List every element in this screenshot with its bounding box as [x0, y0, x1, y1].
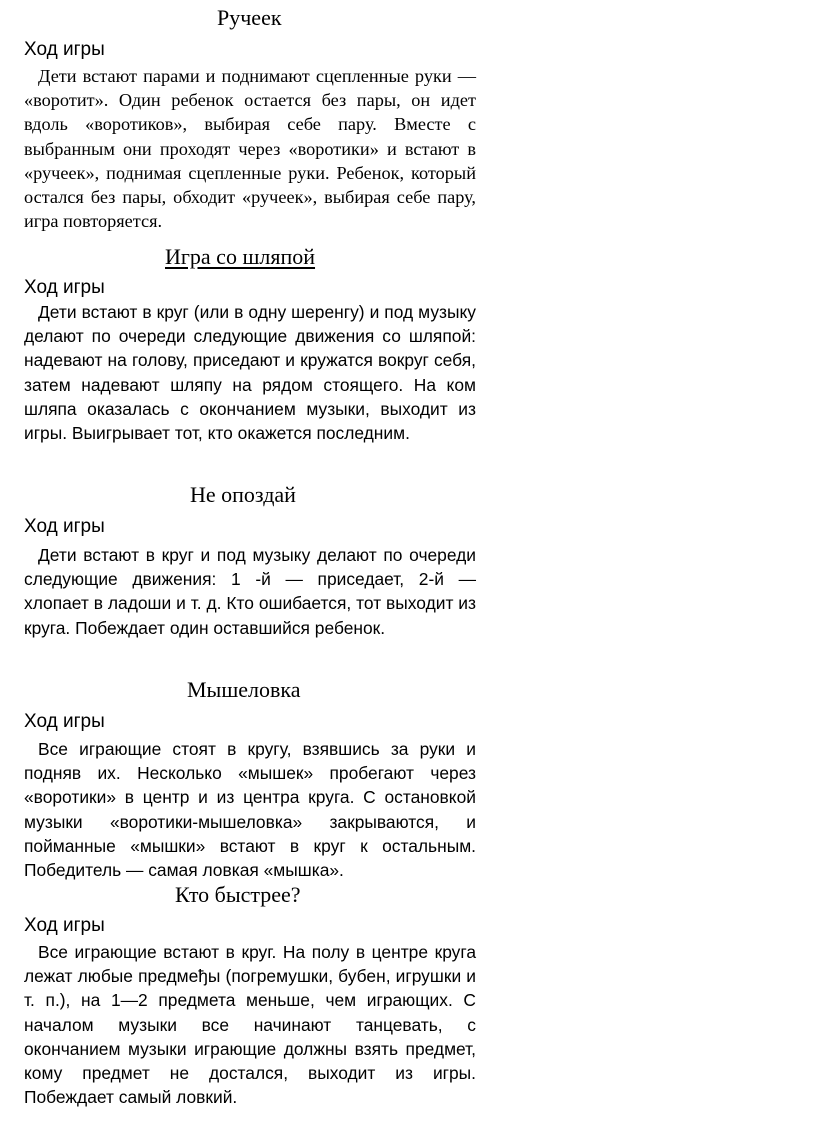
game-title: Игра со шляпой [165, 244, 316, 269]
game-subtitle: Ход игры [24, 516, 105, 537]
game-description: Дети встают парами и поднимают сцепленные руки — «воротит». Один ребенок остается без пары, он идет вдоль «воротиков», выбирая себе пару. Вместе с выбранным они проходят через «воротики» и встают в «ручеек», поднимая сцепленные руки. Ребенок, который остался без пары, обходит «ручеек», выбирая себе пару, игра повторяется. [24, 66, 476, 232]
game-title: Кто быстрее? [175, 882, 301, 907]
game-subtitle: Ход игры [24, 711, 105, 732]
game-subtitle: Ход игры [24, 277, 105, 298]
game-description: Дети встают в круг (или в одну шеренгу) и под музыку делают по очереди следующие движения со шляпой: надевают на голову, приседают и кружатся вокруг себя, затем надевают шляпу на рядом стоящего. На ком шляпа оказалась с окончанием музыки, выходит из игры. Выигрывает тот, кто окажется последним. [24, 302, 476, 444]
game-title: Мышеловка [187, 677, 301, 702]
game-title: Ручеек [217, 5, 282, 30]
game-description: Все играющие стоят в кругу, взявшись за руки и подняв их. Несколько «мышек» пробегают через «воротики» в центр и из центра круга. С остановкой музыки «воротики-мышеловка» закрываются, и пойманные «мышки» встают в круг к остальным. Победитель — самая ловкая «мышка». [24, 739, 476, 881]
game-subtitle: Ход игры [24, 39, 105, 60]
game-description: Все играющие встают в круг. На полу в центре круга лежат любые предмеђы (погремушки, бубен, игрушки и т. п.), на 1—2 предмета меньше, чем играющих. С началом музыки все начинают танцевать, с окончанием музыки играющие должны взять предмет, кому предмет не достался, выходит из игры. Побеждает самый ловкий. [24, 942, 476, 1108]
game-title: Не опоздай [190, 482, 296, 507]
game-subtitle: Ход игры [24, 915, 105, 936]
game-description: Дети встают в круг и под музыку делают по очереди следующие движения: 1 -й — приседает, 2-й — хлопает в ладоши и т. д. Кто ошибается, тот выходит из круга. Побеждает один оставшийся ребенок. [24, 545, 476, 638]
